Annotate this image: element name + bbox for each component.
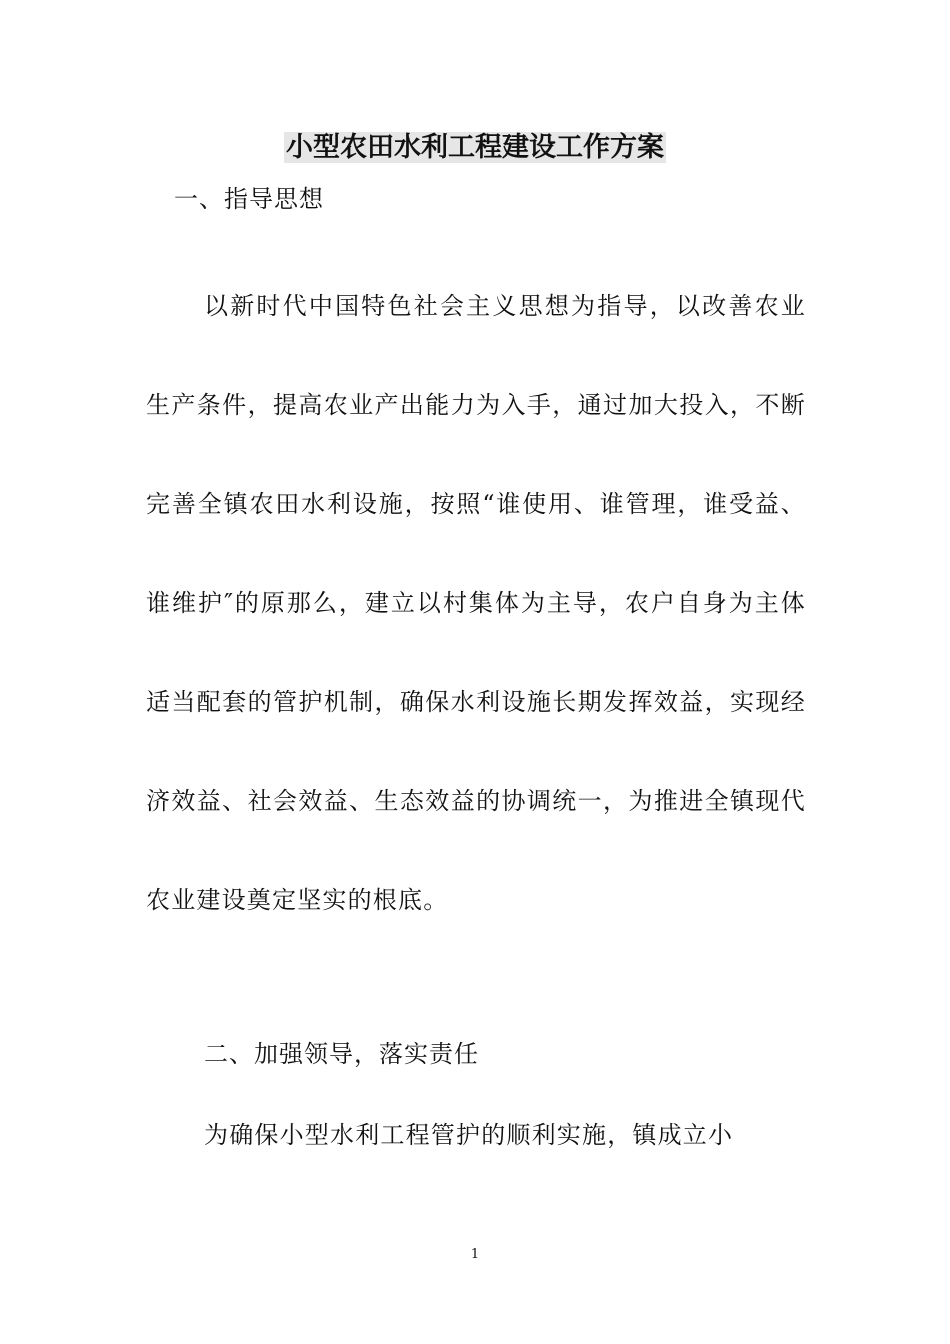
section-heading-2: 二、加强领导，落实责任 xyxy=(204,1040,479,1068)
section-1-paragraph: 以新时代中国特色社会主义思想为指导，以改善农业生产条件，提高农业产出能力为入手，通过加大投入，不断完善全镇农田水利设施，按照“谁使用、谁管理，谁受益、谁维护″的原那么，建立以村集体为主导，农户自身为主体适当配套的管护机制，确保水利设施长期发挥效益，实现经济效益、社会效益、生态效益的协调统一，为推进全镇现代农业建设奠定坚实的根底。 xyxy=(146,292,806,914)
section-heading-1: 一、指导思想 xyxy=(174,185,324,213)
section-2-paragraph: 为确保小型水利工程管护的顺利实施，镇成立小 xyxy=(204,1121,734,1149)
document-title-text: 小型农田水利工程建设工作方案 xyxy=(286,132,664,163)
page-number: 1 xyxy=(470,1247,480,1262)
document-title xyxy=(0,128,950,168)
